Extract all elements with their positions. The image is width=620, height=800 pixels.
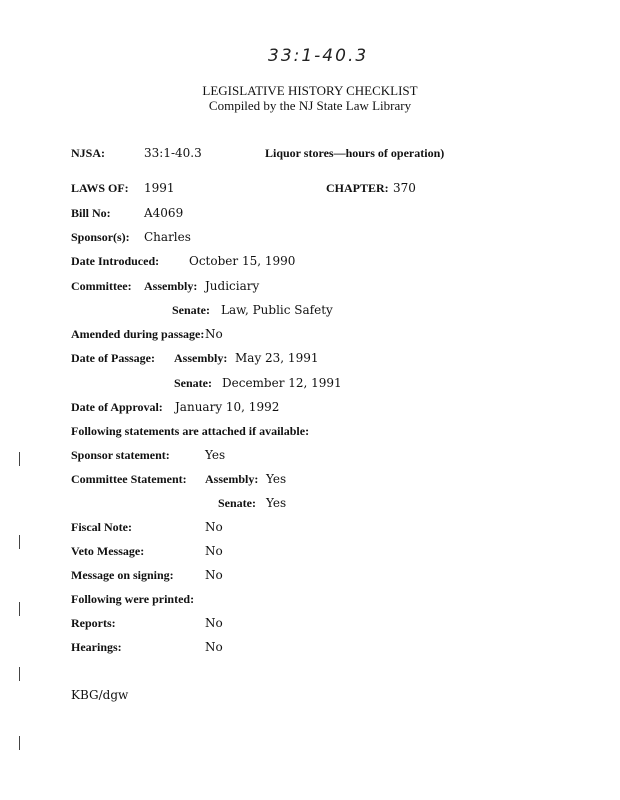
fiscal-note-label: Fiscal Note: [71, 520, 132, 534]
committee-assembly-value: Judiciary [205, 279, 260, 293]
following-printed-heading: Following were printed: [71, 592, 195, 606]
message-on-signing-value: No [205, 568, 223, 582]
hearings-label: Hearings: [71, 640, 122, 654]
committee-statement-senate-value: Yes [266, 496, 287, 510]
margin-mark [19, 535, 20, 549]
committee-label: Committee: [71, 279, 132, 293]
njsa-value: 33:1-40.3 [144, 146, 202, 160]
committee-assembly-label: Assembly: [144, 279, 198, 293]
hearings-value: No [205, 640, 223, 654]
handwritten-note: 33:1-40.3 [268, 46, 369, 66]
committee-statement-assembly-label: Assembly: [205, 472, 259, 486]
sponsor-statement-label: Sponsor statement: [71, 448, 170, 462]
following-attached-heading: Following statements are attached if available: [71, 424, 310, 438]
initials: KBG/dgw [71, 688, 129, 702]
margin-mark [19, 452, 20, 466]
page-title: LEGISLATIVE HISTORY CHECKLIST [202, 83, 418, 98]
committee-senate-value: Law, Public Safety [221, 303, 333, 317]
passage-senate-value: December 12, 1991 [222, 376, 342, 390]
reports-label: Reports: [71, 616, 116, 630]
message-on-signing-label: Message on signing: [71, 568, 174, 582]
page-subtitle: Compiled by the NJ State Law Library [208, 98, 412, 113]
committee-senate-label: Senate: [172, 303, 210, 317]
date-of-passage-label: Date of Passage: [71, 351, 155, 365]
margin-mark [19, 602, 20, 616]
amended-label: Amended during passage: [71, 327, 205, 341]
fiscal-note-value: No [205, 520, 223, 534]
committee-statement-label: Committee Statement: [71, 472, 187, 486]
laws-of-label: LAWS OF: [71, 181, 129, 195]
amended-value: No [205, 327, 223, 341]
margin-mark [19, 736, 20, 750]
chapter-value: 370 [393, 181, 416, 195]
committee-statement-senate-label: Senate: [218, 496, 256, 510]
margin-mark [19, 667, 20, 681]
committee-statement-assembly-value: Yes [266, 472, 287, 486]
reports-value: No [205, 616, 223, 630]
njsa-subject: Liquor stores—hours of operation) [265, 146, 445, 160]
passage-assembly-value: May 23, 1991 [235, 351, 319, 365]
bill-no-value: A4069 [144, 206, 184, 220]
njsa-label: NJSA: [71, 146, 106, 160]
veto-message-label: Veto Message: [71, 544, 145, 558]
laws-of-value: 1991 [144, 181, 175, 195]
chapter-label: CHAPTER: [326, 181, 389, 195]
passage-senate-label: Senate: [174, 376, 212, 390]
sponsor-statement-value: Yes [205, 448, 226, 462]
bill-no-label: Bill No: [71, 206, 111, 220]
date-introduced-label: Date Introduced: [71, 254, 160, 268]
passage-assembly-label: Assembly: [174, 351, 228, 365]
sponsors-label: Sponsor(s): [71, 230, 130, 244]
sponsors-value: Charles [144, 230, 191, 244]
date-of-approval-value: January 10, 1992 [175, 400, 280, 414]
date-introduced-value: October 15, 1990 [189, 254, 296, 268]
date-of-approval-label: Date of Approval: [71, 400, 163, 414]
veto-message-value: No [205, 544, 223, 558]
